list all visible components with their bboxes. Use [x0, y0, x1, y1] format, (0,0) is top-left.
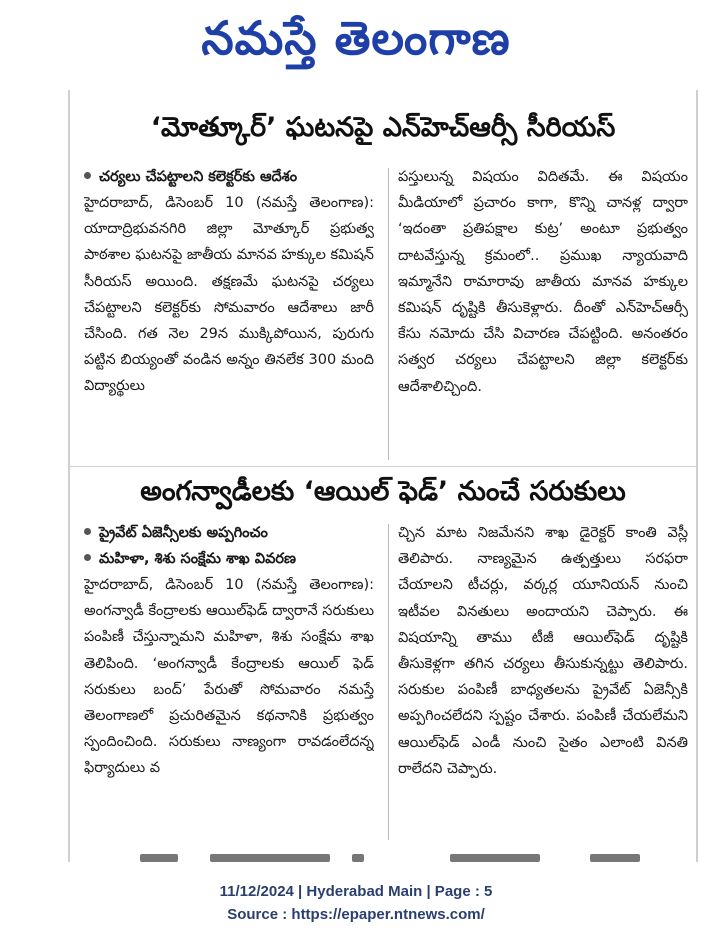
- bullet-dot-icon: [84, 172, 91, 179]
- article1-bullet: [84, 164, 374, 190]
- article1-bullet-text: చర్యలు చేపట్టాలని కలెక్టర్‌కు ఆదేశం: [99, 169, 298, 185]
- article1-left-body: హైదరాబాద్, డిసెంబర్ 10 (నమస్తే తెలంగాణ): యాదాద్రిభువనగిరి జిల్లా మోత్కూర్ ప్రభుత్వ పాఠశాల ఘటనపై జాతీయ మానవ హక్కుల కమిషన్ సీరియస్ అయింది. తక్షణమే ఘటనపై చర్యలు చేపట్టాలని కలెక్టర్‌కు సోమవారం ఆదేశాలు జారీ చేసింది. గత నెల 29న ముక్కిపోయిన, పురుగు పట్టిన బియ్యంతో వండిన అన్నం తినలేక 300 మంది విద్యార్థులు: [84, 195, 374, 395]
- column-divider: [388, 524, 389, 840]
- bullet-dot-icon: [84, 554, 91, 561]
- text-fragment: [450, 854, 540, 862]
- article1-right-body: పస్తులున్న విషయం విదితమే. ఈ విషయం మీడియాలో ప్రచారం కాగా, కొన్ని చానళ్ల ద్వారా ‘ఇదంతా ప్రతిపక్షాల కుట్ర’ అంటూ ప్రభుత్వం దాటవేస్తున్న క్రమంలో.. ప్రముఖ న్యాయవాది ఇమ్మానేని రామారావు జాతీయ మానవ హక్కుల కమిషన్ దృష్టికి తీసుకెళ్లారు. దీంతో ఎన్‌హెచ్‌ఆర్సీ కేసు నమోదు చేసి విచారణ చేపట్టింది. అనంతరం సత్వర చర్యలు చేపట్టాలని జిల్లా కలెక్టర్‌కు ఆదేశాలిచ్చింది.: [398, 169, 688, 395]
- footer-date-page: 11/12/2024 | Hyderabad Main | Page : 5: [219, 883, 493, 900]
- column-divider: [388, 168, 389, 460]
- text-fragment: [210, 854, 330, 862]
- text-fragment: [140, 854, 178, 862]
- bullet-dot-icon: [84, 528, 91, 535]
- article2-left-body: హైదరాబాద్, డిసెంబర్ 10 (నమస్తే తెలంగాణ): అంగన్వాడీ కేంద్రాలకు ఆయిల్‌ఫెడ్ ద్వారానే సరుకులు పంపిణీ చేస్తున్నామని మహిళా, శిశు సంక్షేమ శాఖ తెలిపింది. ‘అంగన్వాడీ కేంద్రాలకు ఆయిల్ ఫెడ్ సరుకులు బంద్’ పేరుతో సోమవారం నమస్తే తెలంగాణలో ప్రచురితమైన కథనానికి ప్రభుత్వం స్పందించింది. సరుకులు నాణ్యంగా రావడంలేదన్న ఫిర్యాదులు వ: [84, 577, 374, 777]
- text-fragment: [352, 854, 364, 862]
- text-fragment: [590, 854, 640, 862]
- cut-off-next-headline: [70, 848, 696, 862]
- article2-right-column: [398, 520, 688, 842]
- article1-left-column: [84, 164, 374, 464]
- article1-right-column: [398, 164, 688, 464]
- newspaper-masthead: నమస్తే తెలంగాణ: [201, 11, 511, 65]
- article-separator: [70, 466, 696, 467]
- article2-bullet-2-text: మహిళా, శిశు సంక్షేమ శాఖ వివరణ: [99, 551, 296, 567]
- article2-right-body: చ్చిన మాట నిజమేనని శాఖ డైరెక్టర్ కాంతి వెస్లీ తెలిపారు. నాణ్యమైన ఉత్పత్తులు సరఫరా చేయాలని టీచర్లు, వర్కర్ల యూనియన్ నుంచి ఇటీవల వినతులు అందాయని చెప్పారు. ఈ విషయాన్ని తాము టీజీ ఆయిల్‌ఫెడ్ దృష్టికి తీసుకెళ్లగా తగిన చర్యలు తీసుకున్నట్టు తెలిపారు. సరుకుల పంపిణీ బాధ్యతలను ప్రైవేట్ ఏజెన్సీకి అప్పగించలేదని స్పష్టం చేశారు. పంపిణీ చేయలేమని ఆయిల్‌ఫెడ్ ఎండీ నుంచి సైతం ఎలాంటి వినతి రాలేదని చెప్పారు.: [398, 525, 688, 777]
- article1-headline: ‘మోత్కూర్’ ఘటనపై ఎన్‌హెచ్‌ఆర్సీ సీరియస్: [150, 112, 616, 143]
- news-clipping: [68, 90, 698, 862]
- article2-headline: అంగన్వాడీలకు ‘ఆయిల్ ఫెడ్’ నుంచే సరుకులు: [140, 476, 626, 507]
- article2-bullet-1-text: ప్రైవేట్ ఏజెన్సీలకు అప్పగించం: [99, 525, 268, 541]
- article2-bullet-1: [84, 520, 374, 546]
- article2-left-column: [84, 520, 374, 842]
- footer-source: Source : https://epaper.ntnews.com/: [227, 906, 485, 923]
- article2-bullet-2: [84, 546, 374, 572]
